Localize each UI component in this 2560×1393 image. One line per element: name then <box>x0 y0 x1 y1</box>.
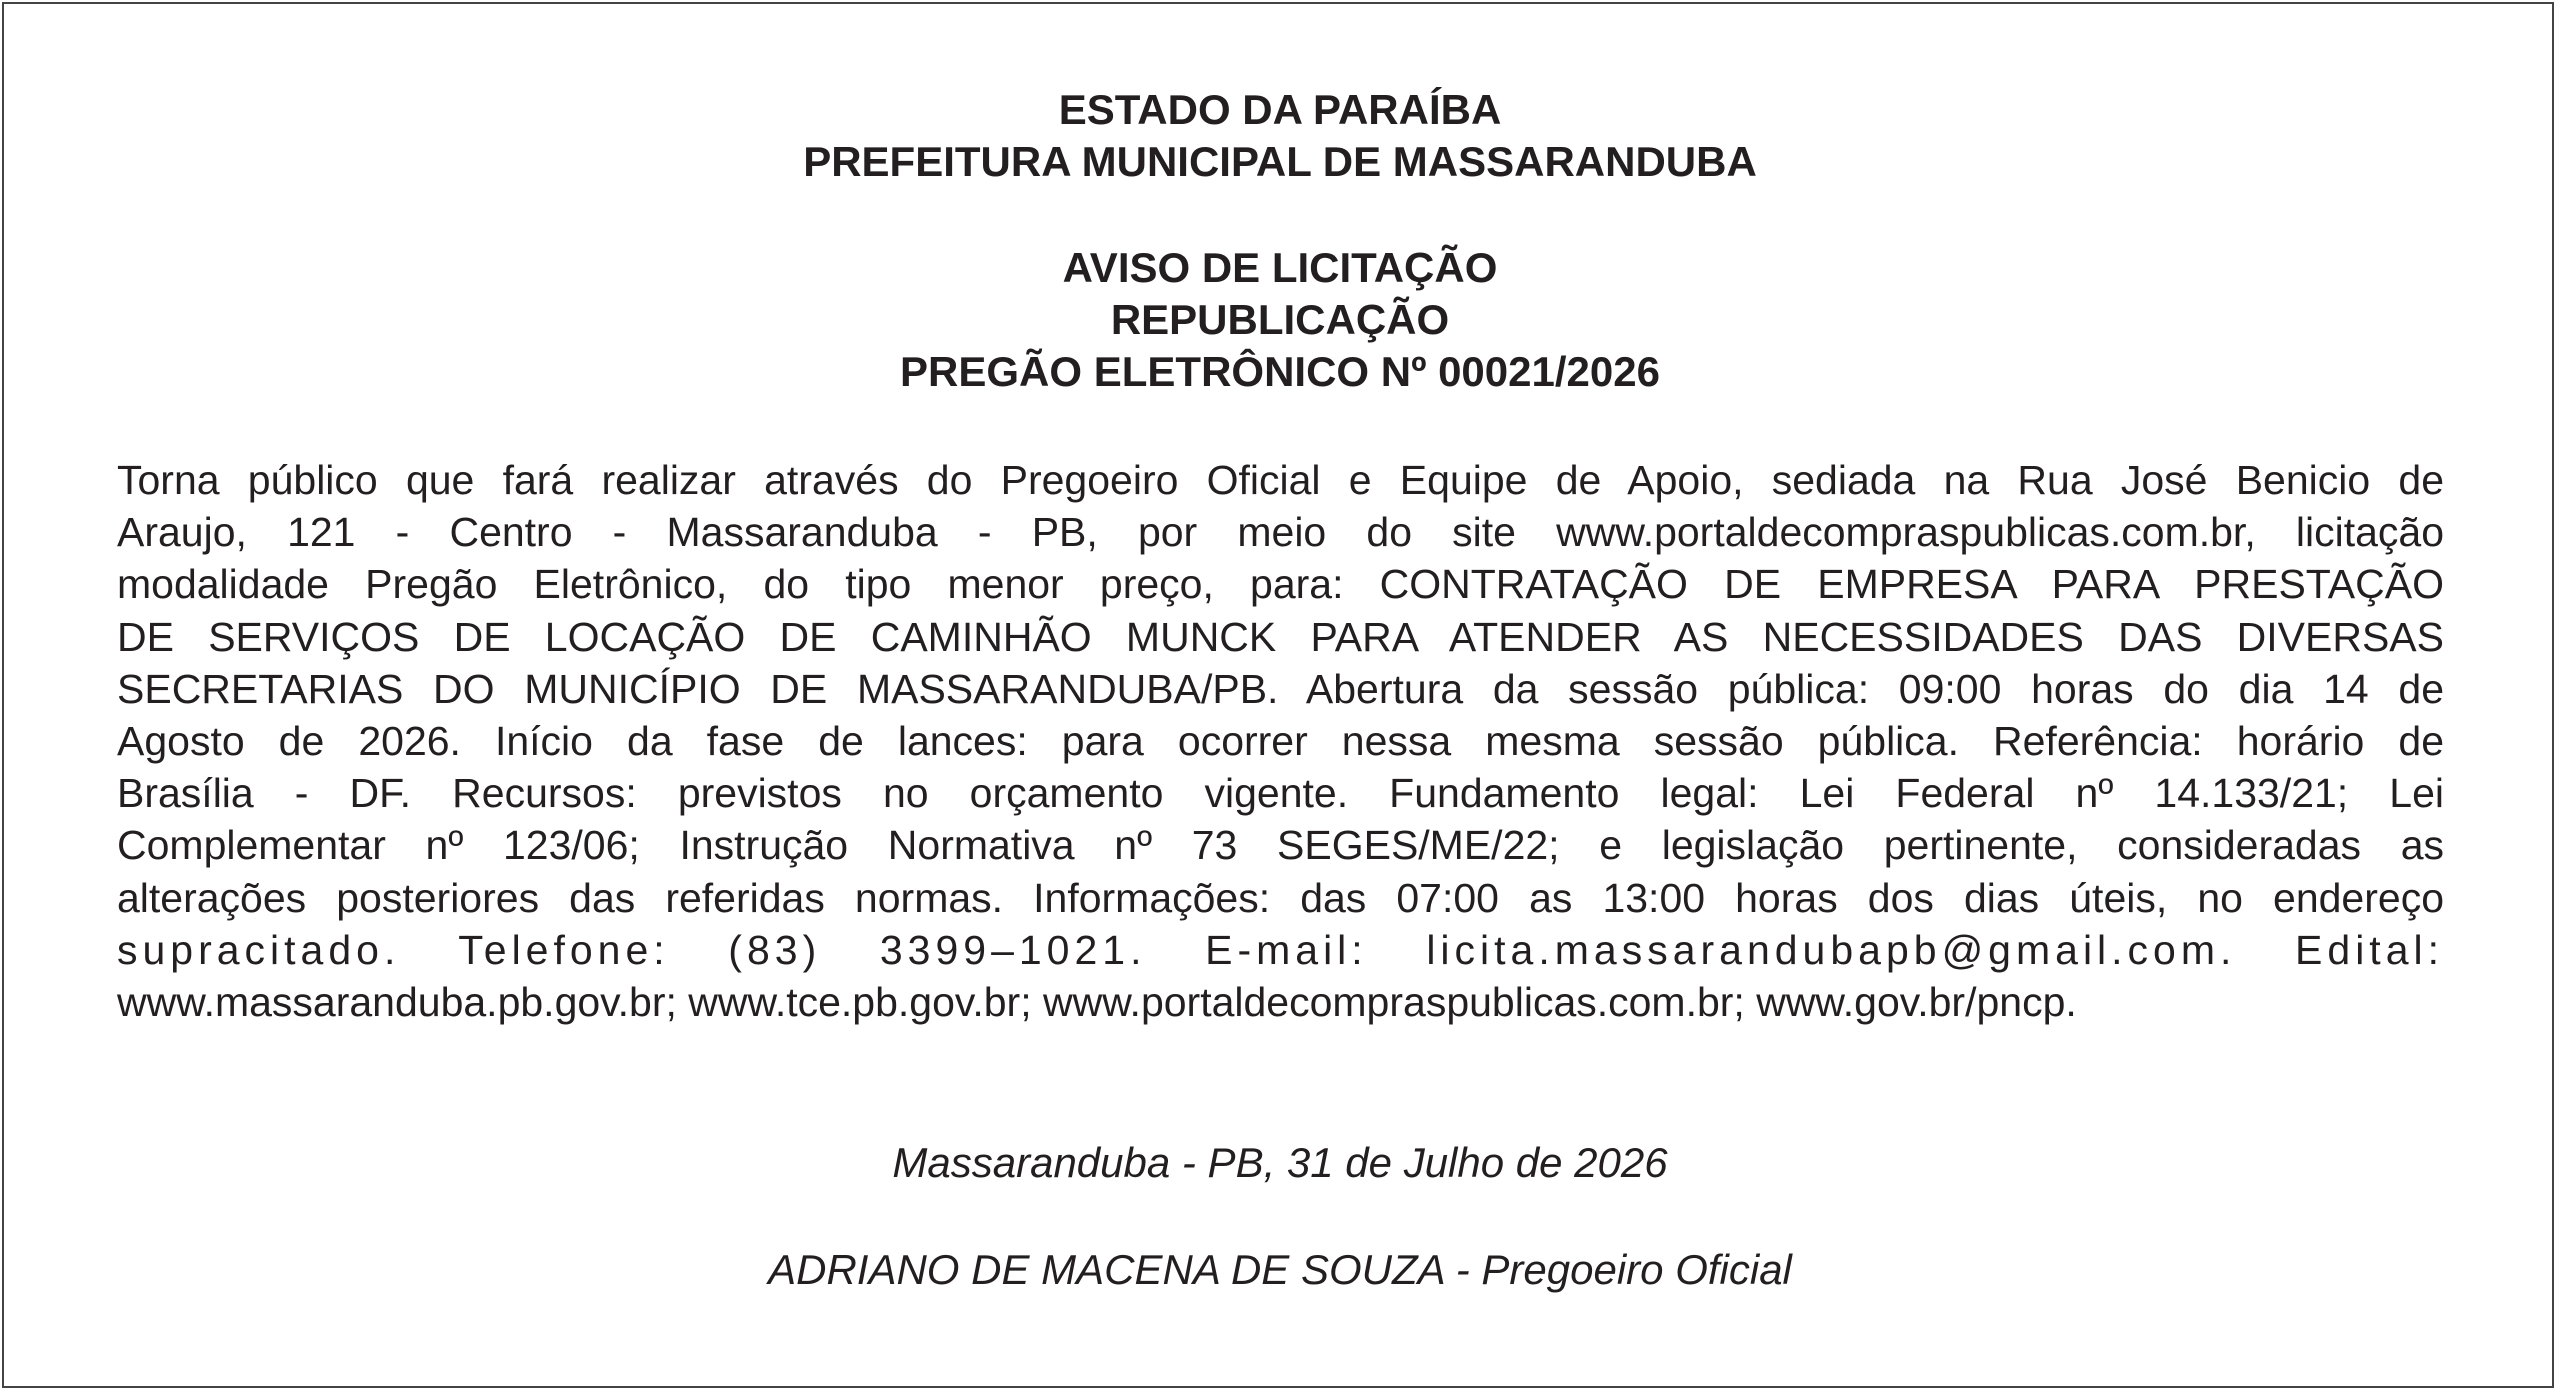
notice-subtitle: REPUBLICAÇÃO <box>1110 296 1450 343</box>
signature-line: ADRIANO DE MACENA DE SOUZA - Pregoeiro Oficial <box>768 1246 1792 1293</box>
body-line-contact: supracitado. Telefone: (83) 3399–1021. E-mail: licita.massarandubapb@gmail.com. Edital: <box>117 926 2444 973</box>
body-line: Complementar nº 123/06; Instrução Normativa nº 73 SEGES/ME/22; e legislação pertinente, consideradas as <box>117 822 2444 869</box>
municipality-name: PREFEITURA MUNICIPAL DE MASSARANDUBA <box>803 138 1757 185</box>
body-line: alterações posteriores das referidas normas. Informações: das 07:00 as 13:00 horas dos dias úteis, no endereço <box>117 874 2444 921</box>
issuer-header <box>0 84 2560 188</box>
body-line: DE SERVIÇOS DE LOCAÇÃO DE CAMINHÃO MUNCK PARA ATENDER AS NECESSIDADES DAS DIVERSAS <box>117 613 2444 660</box>
body-line: SECRETARIAS DO MUNICÍPIO DE MASSARANDUBA/PB. Abertura da sessão pública: 09:00 horas do dia 14 de <box>117 665 2444 712</box>
notice-title: AVISO DE LICITAÇÃO <box>1062 244 1498 291</box>
notice-body <box>117 454 2444 1028</box>
body-line: Agosto de 2026. Início da fase de lances: para ocorrer nessa mesma sessão pública. Referência: horário de <box>117 718 2444 765</box>
process-number: PREGÃO ELETRÔNICO Nº 00021/2026 <box>900 348 1660 395</box>
notice-heading <box>0 242 2560 398</box>
state-name: ESTADO DA PARAÍBA <box>1058 86 1502 133</box>
place-and-date: Massaranduba - PB, 31 de Julho de 2026 <box>892 1139 1668 1186</box>
body-line-websites: www.massaranduba.pb.gov.br; www.tce.pb.gov.br; www.portaldecompraspublicas.com.br; www.gov.br/pncp. <box>117 979 2077 1026</box>
body-line: Araujo, 121 - Centro - Massaranduba - PB, por meio do site www.portaldecompraspublicas.com.br, licitação <box>117 509 2444 556</box>
body-line: Brasília - DF. Recursos: previstos no orçamento vigente. Fundamento legal: Lei Federal nº 14.133/21; Lei <box>117 770 2444 817</box>
body-line: Torna público que fará realizar através do Pregoeiro Oficial e Equipe de Apoio, sediada na Rua José Benicio de <box>117 457 2444 503</box>
body-line: modalidade Pregão Eletrônico, do tipo menor preço, para: CONTRATAÇÃO DE EMPRESA PARA PRESTAÇÃO <box>117 561 2444 608</box>
